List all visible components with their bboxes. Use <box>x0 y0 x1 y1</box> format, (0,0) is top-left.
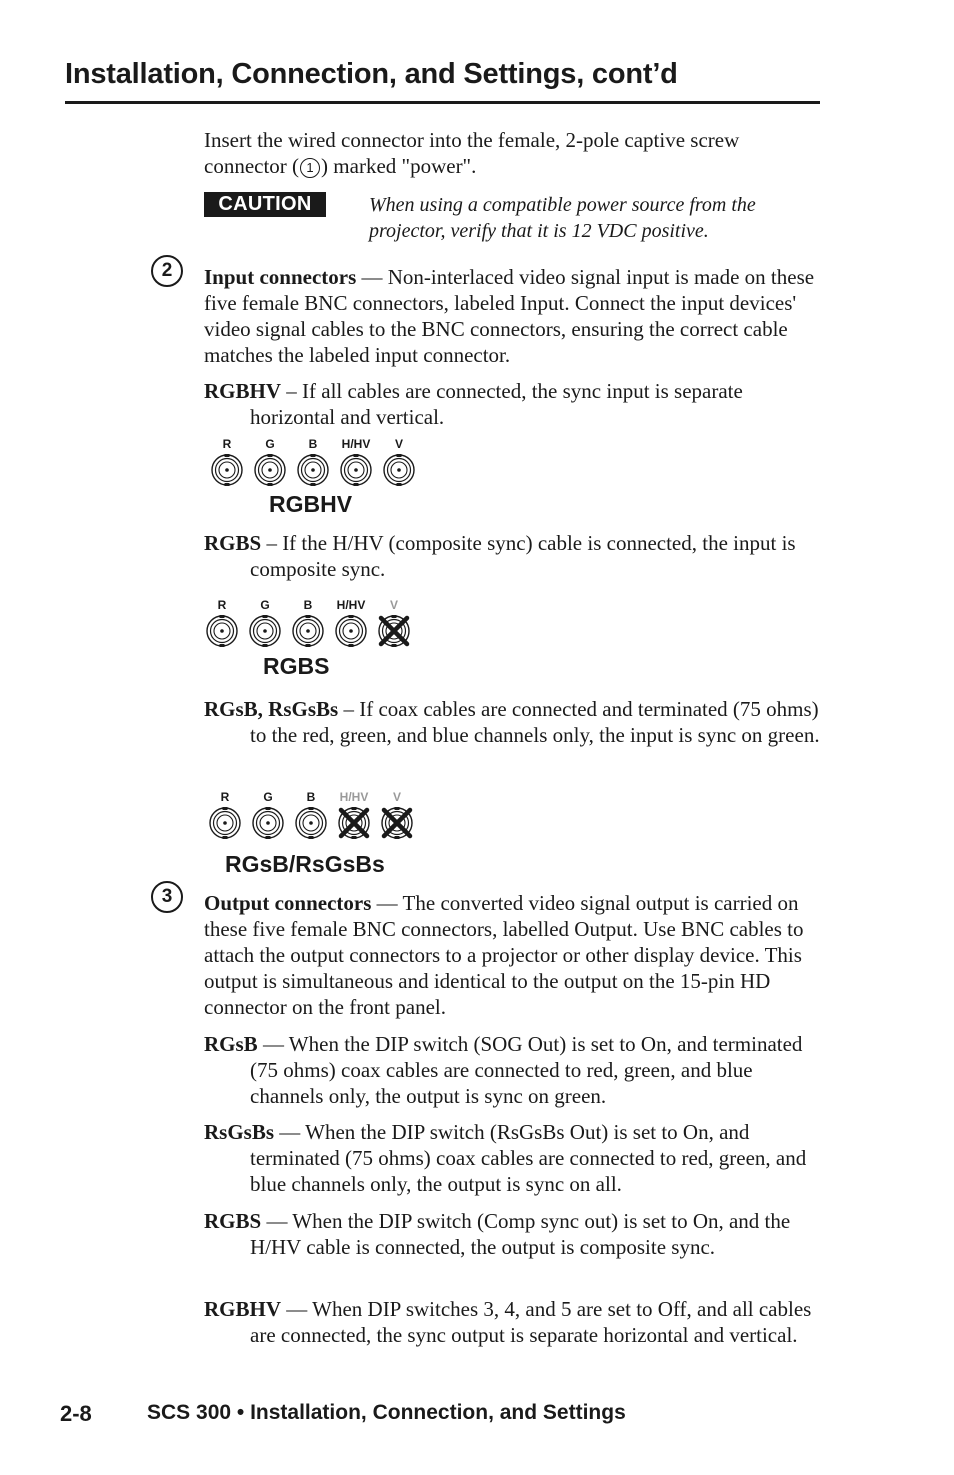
input-mode-text: – If all cables are connected, the sync input is separate horizontal and vertical. <box>250 379 743 429</box>
connector-label: H/HV <box>336 598 366 612</box>
connector-label: V <box>389 598 399 612</box>
bnc-diagram-rgbhv <box>205 434 425 494</box>
input-connectors-paragraph <box>204 264 822 368</box>
output-mode-term: RGBHV <box>204 1297 282 1321</box>
bnc-connector-h-hv <box>336 598 366 647</box>
output-mode-text: — When the DIP switch (RsGsBs Out) is set to On, and terminated (75 ohms) coax cables are connected to red, green, and blue channels only, the output is sync on all. <box>250 1120 807 1196</box>
bnc-connector-h-hv <box>339 790 369 839</box>
input-mode-rgbs <box>204 530 822 582</box>
page-title: Installation, Connection, and Settings, cont’d <box>65 58 678 90</box>
connector-label: V <box>394 437 404 451</box>
bnc-connector-v <box>379 598 409 647</box>
input-mode-term: RGBS <box>204 531 262 555</box>
bnc-connector-b <box>298 437 328 486</box>
output-mode-text: — When DIP switches 3, 4, and 5 are set to Off, and all cables are connected, the sync output is separate horizontal and vertical. <box>250 1297 812 1347</box>
diagram-caption-rgbs: RGBS <box>263 653 330 679</box>
page-number: 2-8 <box>60 1401 92 1426</box>
input-mode-rgbhv <box>204 378 822 430</box>
callout-3-icon: 3 <box>151 881 183 913</box>
bnc-diagram-rgbs <box>200 595 420 655</box>
input-connectors-heading: Input connectors <box>204 265 357 289</box>
intro-text-before: Insert the wired connector into the female, 2-pole captive screw connector ( <box>204 128 740 178</box>
bnc-connector-b <box>296 790 326 839</box>
caution-text: When using a compatible power source from the projector, verify that it is 12 VDC positive. <box>369 194 756 242</box>
bnc-connector-g <box>255 437 285 486</box>
output-mode-rgbs <box>204 1208 822 1260</box>
bnc-connector-v <box>382 790 412 839</box>
connector-label: G <box>265 437 275 451</box>
output-mode-term: RGBS <box>204 1209 262 1233</box>
callout-2-icon: 2 <box>151 255 183 287</box>
output-mode-term: RsGsBs <box>204 1120 275 1144</box>
connector-label: B <box>308 437 318 451</box>
connector-label: H/HV <box>339 790 369 804</box>
diagram-caption-rgsb-rsgsbs: RGsB/RsGsBs <box>225 851 385 877</box>
output-mode-rgbhv <box>204 1296 822 1348</box>
title-rule <box>65 101 820 104</box>
output-mode-rgsb <box>204 1031 822 1109</box>
bnc-connector-r <box>207 598 237 647</box>
diagram-caption-rgbhv: RGBHV <box>269 491 353 517</box>
output-connectors-text: — The converted video signal output is carried on these five female BNC connectors, labelled Output. Use BNC cables to attach the output connectors to a projector or other display device. This output is simultaneous and identical to the output on the 15-pin HD connector on the front panel. <box>204 891 804 1019</box>
intro-paragraph <box>204 127 822 179</box>
input-mode-term: RGBHV <box>204 379 282 403</box>
bnc-connector-g <box>250 598 280 647</box>
connector-label: R <box>217 598 227 612</box>
bnc-connector-v <box>384 437 414 486</box>
connector-label: B <box>303 598 313 612</box>
connector-label: V <box>392 790 402 804</box>
connector-label: R <box>220 790 230 804</box>
connector-label: G <box>263 790 273 804</box>
connector-label: H/HV <box>341 437 371 451</box>
bnc-connector-b <box>293 598 323 647</box>
output-mode-term: RGsB <box>204 1032 258 1056</box>
intro-text-after: ) marked "power". <box>321 154 477 178</box>
connector-label: R <box>222 437 232 451</box>
caution-badge: CAUTION <box>204 192 326 217</box>
connector-label: G <box>260 598 270 612</box>
input-mode-rgsb <box>204 696 822 748</box>
output-mode-rsgsbs <box>204 1119 822 1197</box>
input-mode-text: – If coax cables are connected and terminated (75 ohms) to the red, green, and blue channels only, the input is sync on green. <box>250 697 820 747</box>
callout-1-inline-icon: 1 <box>300 158 320 178</box>
input-mode-text: – If the H/HV (composite sync) cable is connected, the input is composite sync. <box>250 531 796 581</box>
input-connectors-text: — Non-interlaced video signal input is made on these five female BNC connectors, labeled Input. Connect the input devices' video signal cables to the BNC connectors, ensuring the correct cable matches the labeled input connector. <box>204 265 815 367</box>
bnc-connector-g <box>253 790 283 839</box>
output-mode-text: — When the DIP switch (SOG Out) is set to On, and terminated (75 ohms) coax cables are connected to red, green, and blue channels only, the output is sync on green. <box>250 1032 803 1108</box>
input-mode-term: RGsB, RsGsBs <box>204 697 339 721</box>
bnc-connector-r <box>210 790 240 839</box>
footer-text: SCS 300 • Installation, Connection, and Settings <box>147 1401 626 1424</box>
output-connectors-heading: Output connectors <box>204 891 372 915</box>
output-connectors-paragraph <box>204 890 822 1020</box>
bnc-connector-r <box>212 437 242 486</box>
bnc-diagram-rgsb-rsgsbs <box>203 787 423 847</box>
connector-label: B <box>306 790 316 804</box>
output-mode-text: — When the DIP switch (Comp sync out) is set to On, and the H/HV cable is connected, the output is composite sync. <box>250 1209 791 1259</box>
bnc-connector-h-hv <box>341 437 371 486</box>
